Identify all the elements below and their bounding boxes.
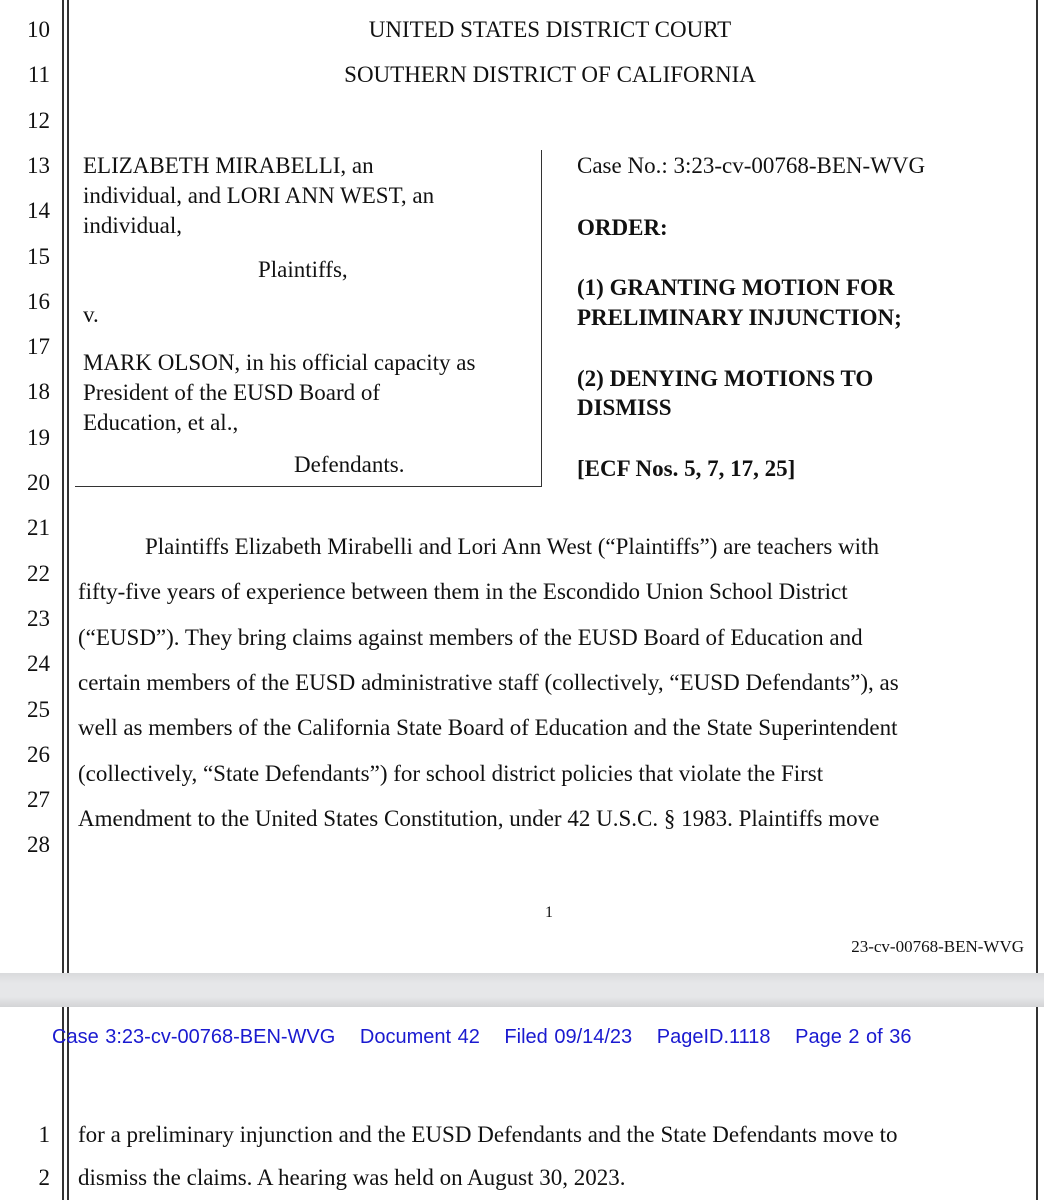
line-number: 18 [27, 379, 50, 405]
line-number: 2 [38, 1165, 50, 1190]
body-line: Amendment to the United States Constitution, under 42 U.S.C. § 1983. Plaintiffs move [78, 805, 880, 831]
header-case: Case 3:23-cv-00768-BEN-WVG [52, 1026, 336, 1048]
versus: v. [83, 302, 99, 327]
header-document: Document 42 [359, 1026, 480, 1048]
line-number: 24 [27, 651, 50, 677]
body-line: certain members of the EUSD administrative staff (collectively, “EUSD Defendants”), as [78, 669, 899, 695]
caption-divider-horizontal [75, 486, 542, 487]
line-number: 13 [27, 152, 50, 178]
plaintiffs-names: individual, and LORI ANN WEST, an [83, 183, 435, 208]
line-number: 26 [27, 741, 50, 767]
order-item-1: (1) GRANTING MOTION FOR [577, 275, 895, 300]
line-number: 27 [27, 787, 50, 813]
line-number: 22 [27, 560, 50, 586]
body-line: Plaintiffs Elizabeth Mirabelli and Lori Ann West (“Plaintiffs”) are teachers with [145, 534, 879, 559]
header-filed: Filed 09/14/23 [504, 1026, 633, 1048]
line-number: 10 [27, 17, 50, 42]
court-name: UNITED STATES DISTRICT COURT [368, 17, 732, 42]
line-number: 15 [27, 243, 50, 269]
body-line: fifty-five years of experience between them in the Escondido Union School District [78, 579, 848, 605]
header-pageid: PageID.1118 [656, 1026, 771, 1048]
line-number: 20 [27, 470, 50, 495]
line-number: 25 [27, 696, 50, 722]
ecf-header-stamp [52, 1026, 930, 1049]
defendants-names: Education, et al., [83, 410, 239, 435]
header-page: Page 2 of 36 [795, 1026, 912, 1048]
ecf-numbers: [ECF Nos. 5, 7, 17, 25] [577, 456, 796, 481]
plaintiffs-names: individual, [83, 213, 183, 238]
defendants-names: President of the EUSD Board of [83, 380, 381, 405]
line-number: 12 [27, 107, 50, 133]
body-line: dismiss the claims. A hearing was held on August 30, 2023. [78, 1165, 626, 1190]
body-line: well as members of the California State Board of Education and the State Superintendent [78, 715, 898, 741]
defendants-names: MARK OLSON, in his official capacity as [83, 350, 476, 375]
plaintiffs-label: Plaintiffs, [258, 257, 348, 282]
body-line: (“EUSD”). They bring claims against members of the EUSD Board of Education and [78, 624, 863, 650]
left-margin-rule-outer [62, 0, 64, 973]
page-separator [0, 973, 1044, 1007]
footer-case-number: 23-cv-00768-BEN-WVG [851, 937, 1024, 956]
line-number: 19 [27, 424, 50, 450]
order-title: ORDER: [577, 215, 668, 240]
line-number: 14 [27, 198, 50, 224]
left-margin-rule-inner [67, 0, 69, 973]
line-number: 16 [27, 288, 50, 314]
district-name: SOUTHERN DISTRICT OF CALIFORNIA [344, 62, 756, 87]
right-margin-rule [1036, 1007, 1038, 1200]
line-number: 11 [27, 62, 50, 88]
defendants-label: Defendants. [294, 452, 405, 477]
right-margin-rule [1036, 0, 1038, 973]
line-number: 23 [27, 605, 50, 631]
line-number: 1 [38, 1122, 50, 1147]
plaintiffs-names: ELIZABETH MIRABELLI, an [83, 153, 374, 178]
order-item-1: PRELIMINARY INJUNCTION; [577, 305, 902, 330]
body-line: (collectively, “State Defendants”) for school district policies that violate the First [78, 760, 824, 786]
body-line: for a preliminary injunction and the EUSD Defendants and the State Defendants move to [78, 1122, 898, 1147]
line-number: 17 [27, 334, 50, 360]
order-item-2: (2) DENYING MOTIONS TO [577, 366, 874, 391]
order-item-2: DISMISS [577, 395, 672, 420]
page-number: 1 [545, 904, 553, 921]
line-number: 21 [27, 515, 50, 541]
line-number: 28 [27, 832, 50, 858]
caption-divider-vertical [541, 150, 542, 487]
case-number: Case No.: 3:23-cv-00768-BEN-WVG [577, 153, 926, 178]
